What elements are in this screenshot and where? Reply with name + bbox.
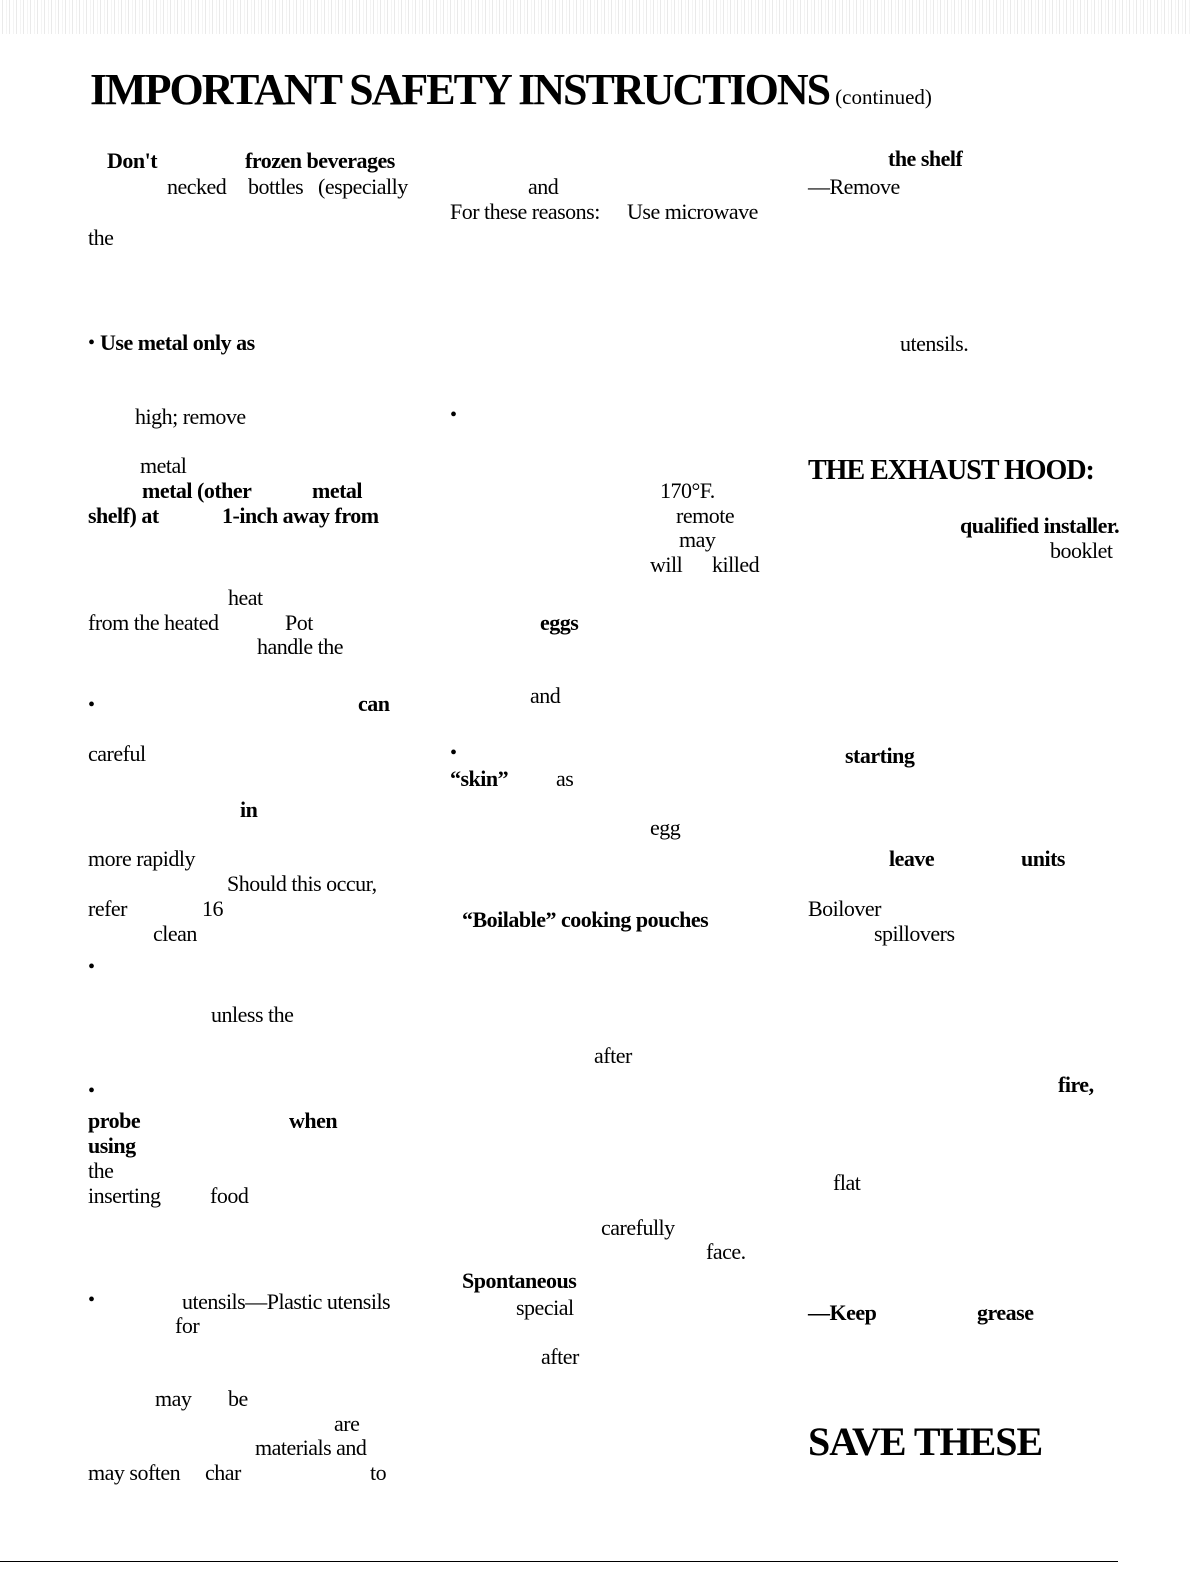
- word-fire: fire,: [1058, 1072, 1094, 1097]
- word-more-rapidly: more rapidly: [88, 846, 196, 871]
- word-and-2: and: [530, 683, 561, 708]
- word-skin: “skin”: [450, 766, 509, 791]
- word-carefully: carefully: [601, 1215, 675, 1240]
- word-killed: killed: [712, 552, 760, 577]
- bullet: •: [88, 1289, 96, 1311]
- footer-rule-middle: [448, 1561, 808, 1562]
- word-spontaneous: Spontaneous: [462, 1268, 577, 1293]
- word-in: in: [240, 797, 258, 822]
- closing-heading-save-these: SAVE THESE: [808, 1419, 1043, 1464]
- word-spillovers: spillovers: [874, 921, 955, 946]
- word-can: can: [358, 691, 390, 716]
- word-will: will: [650, 552, 683, 577]
- page-title: [90, 64, 932, 115]
- word-unless-the: unless the: [211, 1002, 294, 1027]
- word-use-microwave: Use microwave: [627, 199, 758, 224]
- word-16: 16: [202, 896, 223, 921]
- word-may-soften: may soften: [88, 1460, 181, 1485]
- bullet: •: [88, 694, 96, 716]
- word-1-inch-away: 1-inch away from: [222, 503, 379, 528]
- title-continued: (continued): [835, 85, 932, 109]
- footer-rule-right: [808, 1561, 1118, 1562]
- word-necked: necked: [167, 174, 227, 199]
- word-refer: refer: [88, 896, 128, 921]
- word-grease: grease: [977, 1300, 1034, 1325]
- word-metal-2: metal: [312, 478, 363, 503]
- scan-noise-band: [0, 0, 1191, 34]
- word-after: after: [594, 1043, 632, 1068]
- word-utensils: utensils.: [900, 331, 969, 356]
- word-units: units: [1021, 846, 1065, 871]
- bullet: •: [88, 956, 96, 978]
- word-food: food: [210, 1183, 249, 1208]
- bullet: •: [450, 404, 458, 426]
- word-booklet: booklet: [1050, 538, 1113, 563]
- word-clean: clean: [153, 921, 197, 946]
- word-the: the: [88, 225, 114, 250]
- word-frozen-beverages: frozen beverages: [245, 148, 395, 173]
- word-using: using: [88, 1133, 136, 1158]
- word-after-2: after: [541, 1344, 579, 1369]
- word-should-this-occur: Should this occur,: [227, 871, 377, 896]
- bullet: •: [88, 1080, 96, 1102]
- word-heat: heat: [228, 585, 263, 610]
- word-utensils-plastic: utensils—Plastic utensils: [182, 1289, 391, 1314]
- word-and: and: [528, 174, 559, 199]
- word-eggs: eggs: [540, 610, 579, 635]
- word-remove: —Remove: [808, 174, 900, 199]
- word-bottles: bottles: [248, 174, 304, 199]
- word-char: char: [205, 1460, 241, 1485]
- word-the-2: the: [88, 1158, 114, 1183]
- word-dont: Don't: [107, 148, 158, 173]
- word-special: special: [516, 1295, 574, 1320]
- word-be: be: [228, 1386, 248, 1411]
- word-starting: starting: [845, 743, 915, 768]
- word-as: as: [556, 766, 574, 791]
- footer-rule-left: [0, 1561, 448, 1562]
- word-qualified-installer: qualified installer.: [960, 513, 1120, 538]
- word-shelf-at: shelf) at: [88, 503, 159, 528]
- word-metal-other: metal (other: [142, 478, 252, 503]
- bullet: •: [88, 332, 96, 354]
- word-probe: probe: [88, 1108, 141, 1133]
- word-careful: careful: [88, 741, 146, 766]
- word-materials-and: materials and: [255, 1435, 367, 1460]
- word-from-heated: from the heated: [88, 610, 219, 635]
- word-boilable-pouches: “Boilable” cooking pouches: [462, 907, 709, 932]
- word-are: are: [334, 1411, 360, 1436]
- title-main: IMPORTANT SAFETY INSTRUCTIONS: [90, 65, 830, 114]
- word-handle-the: handle the: [257, 634, 344, 659]
- word-remote: remote: [676, 503, 735, 528]
- word-inserting: inserting: [88, 1183, 161, 1208]
- word-use-metal: Use metal only as: [100, 330, 255, 355]
- word-pot: Pot: [285, 610, 313, 635]
- word-when: when: [289, 1108, 338, 1133]
- word-keep: —Keep: [808, 1300, 877, 1325]
- word-boilover: Boilover: [808, 896, 881, 921]
- word-flat: flat: [833, 1170, 861, 1195]
- word-may: may: [679, 527, 716, 552]
- bullet: •: [450, 742, 458, 764]
- word-high-remove: high; remove: [135, 404, 246, 429]
- word-for: for: [175, 1313, 200, 1338]
- word-egg: egg: [650, 815, 681, 840]
- word-to: to: [370, 1460, 387, 1485]
- word-face: face.: [706, 1239, 746, 1264]
- word-may: may: [155, 1386, 192, 1411]
- word-for-these-reasons: For these reasons:: [450, 199, 600, 224]
- section-heading-exhaust-hood: THE EXHAUST HOOD:: [808, 455, 1094, 486]
- word-especially: (especially: [318, 174, 408, 199]
- word-the-shelf: the shelf: [888, 146, 963, 171]
- word-metal: metal: [140, 453, 187, 478]
- word-170f: 170°F.: [660, 478, 715, 503]
- word-leave: leave: [889, 846, 935, 871]
